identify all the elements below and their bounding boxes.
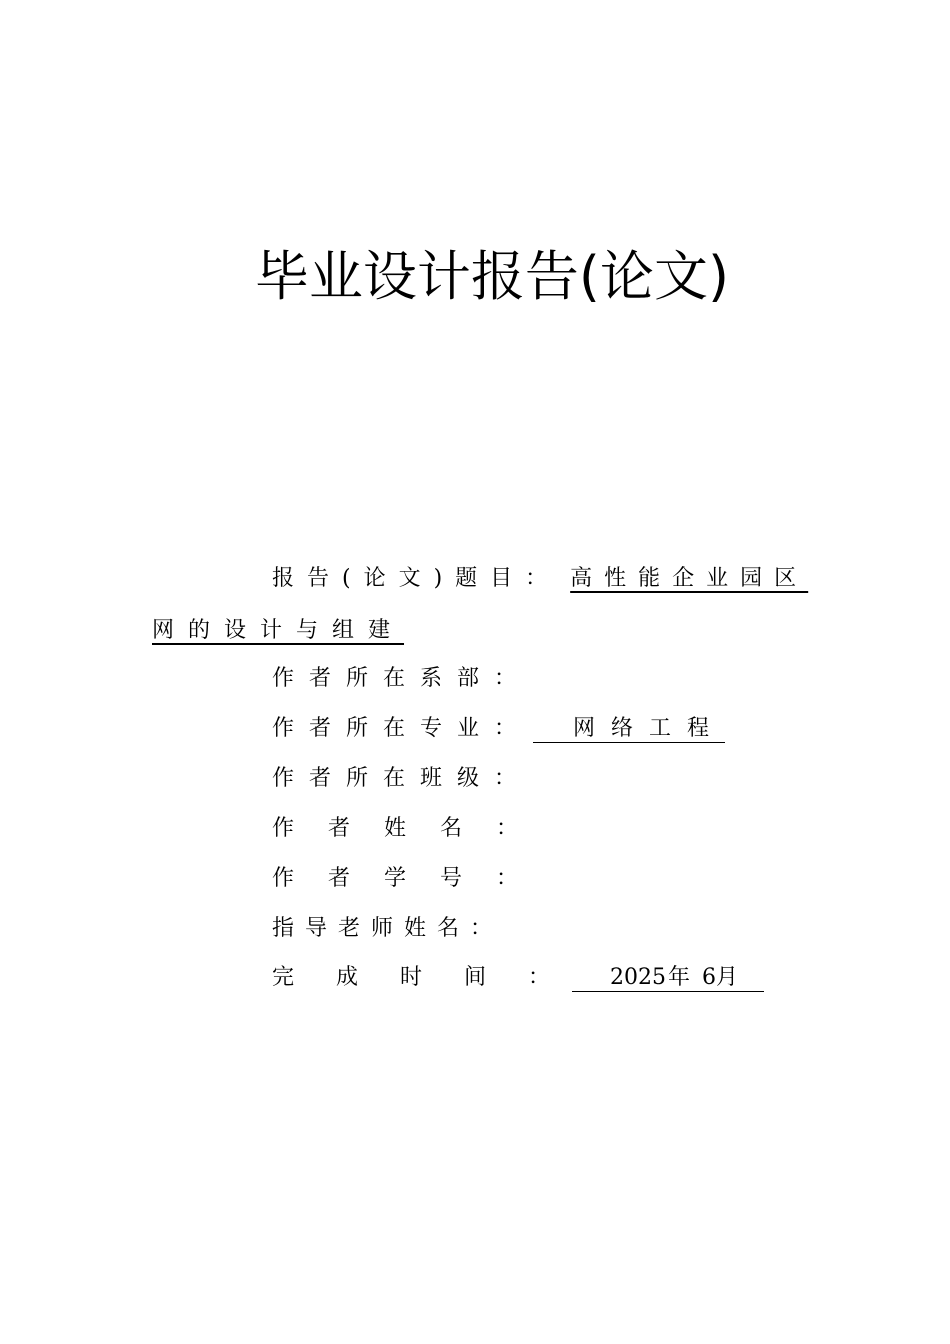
class-row — [272, 762, 531, 796]
major-label: 作者所在专业： — [272, 716, 532, 741]
completion-value — [610, 961, 738, 995]
completion-year-unit: 年 — [668, 965, 691, 990]
completion-field — [572, 961, 764, 992]
topic-label: 报告(论文)题目： — [272, 566, 561, 591]
name-label: 作者姓名： — [272, 816, 553, 841]
topic-row — [272, 562, 808, 596]
advisor-label: 指导老师姓名： — [272, 916, 504, 941]
major-field — [533, 712, 725, 743]
student-id-label: 作者学号： — [272, 866, 553, 891]
thesis-title: 毕业设计报告(论文) — [254, 245, 730, 308]
completion-year: 2025 — [610, 965, 667, 990]
topic-value-line2: 网的设计与组建 — [152, 618, 405, 643]
student-id-row — [272, 862, 552, 896]
completion-row — [272, 961, 764, 995]
class-label: 作者所在班级： — [272, 766, 532, 791]
completion-label: 完成时间： — [272, 965, 593, 990]
major-row — [272, 712, 725, 746]
completion-month: 6月 — [702, 965, 739, 990]
name-row — [272, 812, 552, 846]
topic-value-line1: 高性能企业园区 — [570, 566, 809, 591]
department-row — [272, 662, 531, 696]
advisor-row — [272, 912, 503, 946]
department-label: 作者所在系部： — [272, 666, 532, 691]
major-value: 网络工程 — [573, 716, 726, 741]
